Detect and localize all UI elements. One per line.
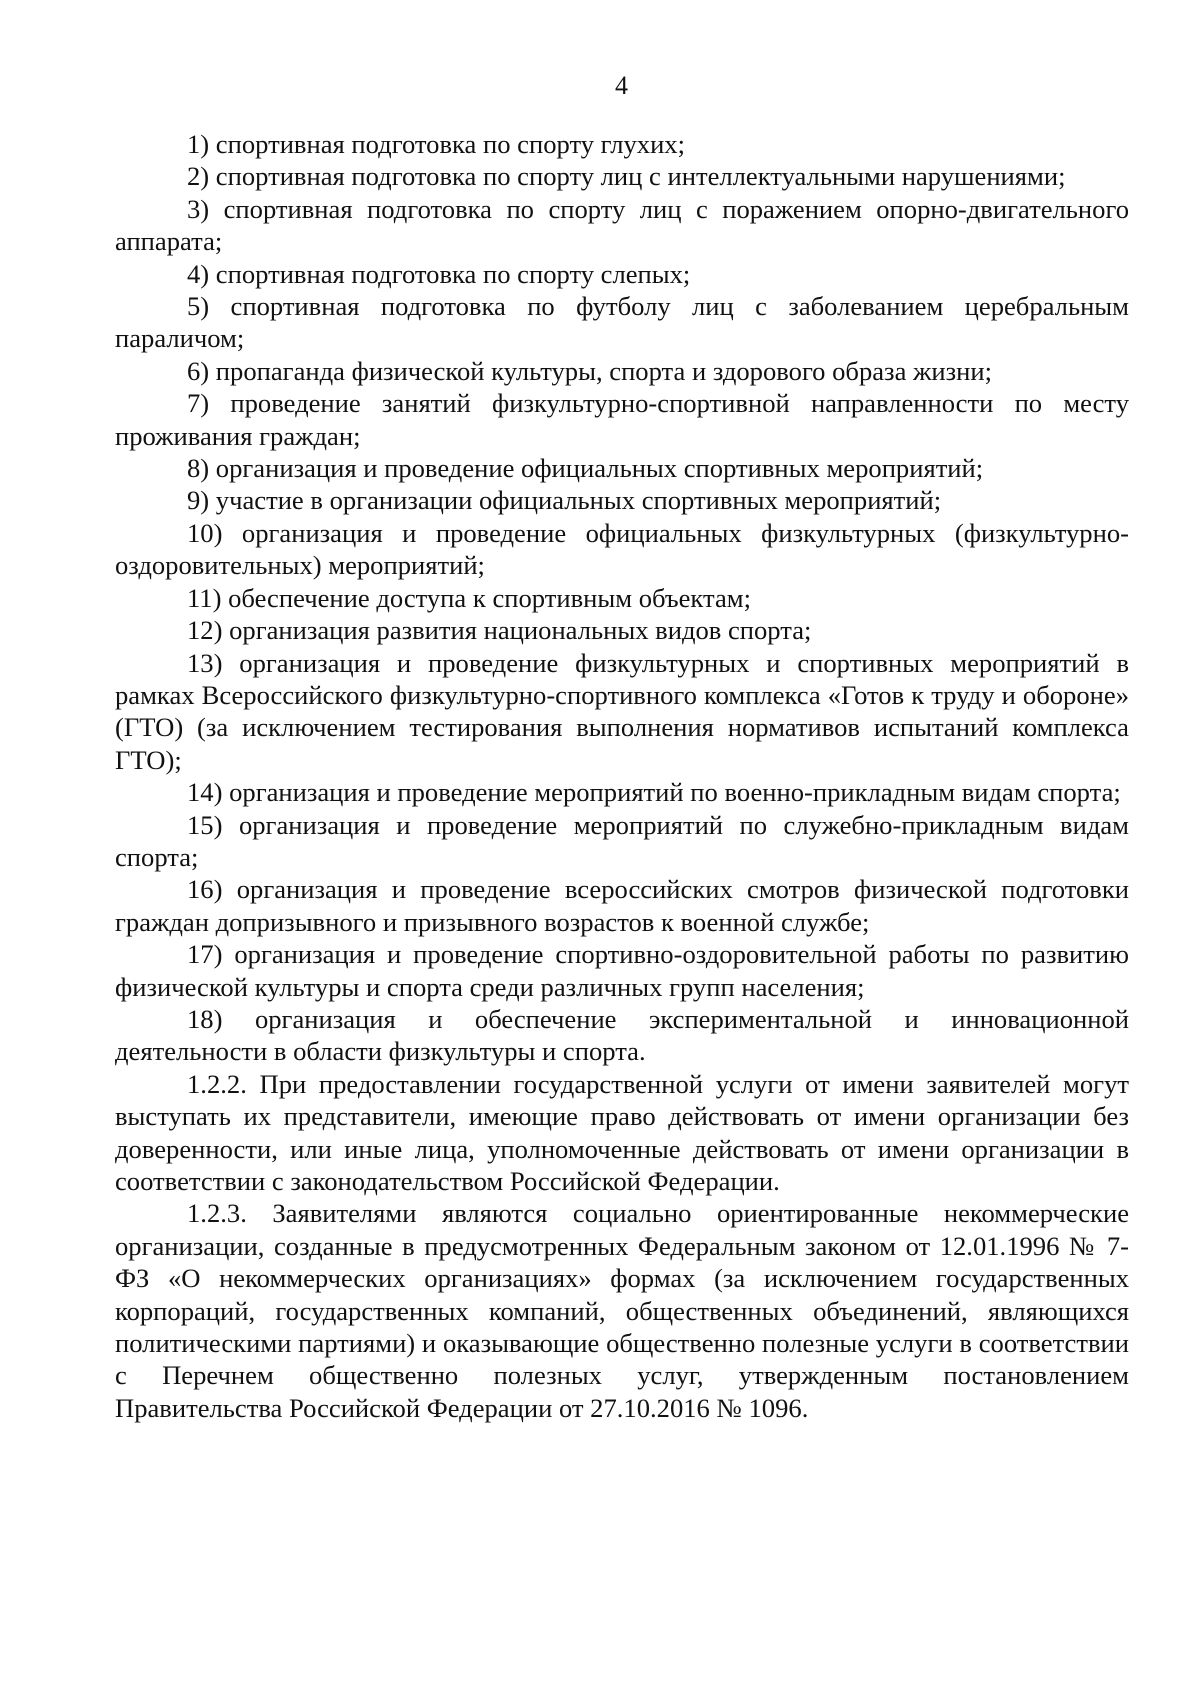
list-item-17: 17) организация и проведение спортивно-оздоровительной работы по развитию физической культуры и спорта среди различных групп населения; [115,939,1129,1002]
list-item-16: 16) организация и проведение всероссийских смотров физической подготовки граждан допризывного и призывного возрастов к военной службе; [115,874,1129,937]
list-item-1: 1) спортивная подготовка по спорту глухих; [187,129,685,159]
list-item-12: 12) организация развития национальных видов спорта; [187,615,812,646]
list-item-2: 2) спортивная подготовка по спорту лиц с интеллектуальными нарушениями; [187,161,1066,192]
list-item-11: 11) обеспечение доступа к спортивным объектам; [187,582,751,613]
list-item-5: 5) спортивная подготовка по футболу лиц с заболеванием церебральным параличом; [115,291,1129,354]
document-body [115,128,1129,1424]
list-item-14: 14) организация и проведение мероприятий по военно-прикладным видам спорта; [187,777,1121,808]
section-1-2-2: 1.2.2. При предоставлении государственной услуги от имени заявителей могут выступать их представители, имеющие право действовать от имени организации без доверенности, или иные лица, уполномоченные действовать от имени организации в соответствии с законодательством Российской Федерации. [115,1068,1129,1196]
list-item-15: 15) организация и проведение мероприятий по служебно-прикладным видам спорта; [115,809,1129,872]
list-item-8: 8) организация и проведение официальных спортивных мероприятий; [187,453,984,484]
list-item-4: 4) спортивная подготовка по спорту слепых; [187,258,691,289]
list-item-3: 3) спортивная подготовка по спорту лиц с поражением опорно-двигательного аппарата; [115,193,1129,257]
list-item-9: 9) участие в организации официальных спортивных мероприятий; [187,485,942,516]
list-item-7: 7) проведение занятий физкультурно-спортивной направленности по месту проживания граждан; [115,388,1129,451]
list-item-10: 10) организация и проведение официальных физкультурных (физкультурно-оздоровительных) мероприятий; [115,517,1129,581]
list-item-13: 13) организация и проведение физкультурных и спортивных мероприятий в рамках Всероссийского физкультурно-спортивного комплекса «Готов к труду и обороне» (ГТО) (за исключением тестирования выполнения нормативов испытаний комплекса ГТО); [115,647,1129,775]
page-number: 4 [615,71,628,100]
section-1-2-3: 1.2.3. Заявителями являются социально ориентированные некоммерческие организации, созданные в предусмотренных Федеральным законом от 12.01.1996 № 7-ФЗ «О некоммерческих организациях» формах (за исключением государственных корпораций, государственных компаний, общественных объединений, являющихся политическими партиями) и оказывающие общественно полезные услуги в соответствии с Перечнем общественно полезных услуг, утвержденным постановлением Правительства Российской Федерации от 27.10.2016 № 1096. [115,1198,1129,1423]
list-item-18: 18) организация и обеспечение экспериментальной и инновационной деятельности в области физкультуры и спорта. [115,1003,1129,1067]
list-item-6: 6) пропаганда физической культуры, спорта и здорового образа жизни; [187,355,992,386]
